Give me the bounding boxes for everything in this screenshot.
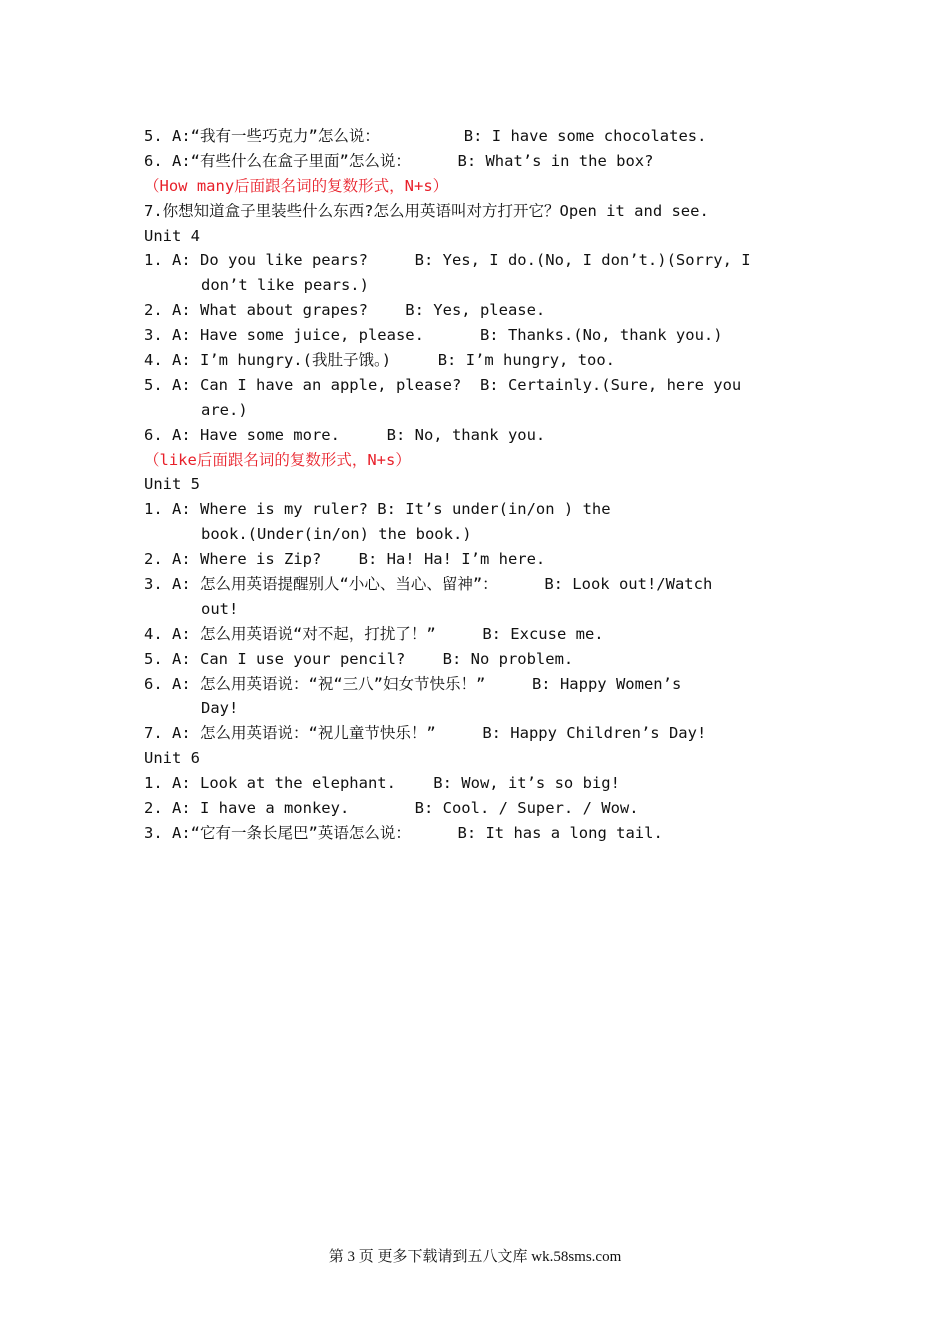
text-line: 4. A: 怎么用英语说“对不起，打扰了！” B: Excuse me. bbox=[144, 624, 604, 643]
text-line: 6. A: Have some more. B: No, thank you. bbox=[144, 425, 546, 444]
text-line-continuation: Day! bbox=[201, 699, 239, 718]
grammar-note: （like后面跟名词的复数形式，N+s） bbox=[144, 450, 411, 469]
text-line-continuation: don’t like pears.) bbox=[201, 276, 369, 295]
text-line: 2. A: Where is Zip? B: Ha! Ha! I’m here. bbox=[144, 550, 546, 569]
text-line-continuation: are.) bbox=[201, 400, 248, 419]
text-line: 6. A:“有些什么在盒子里面”怎么说： B: What’s in the box? bbox=[144, 151, 654, 170]
text-line: 1. A: Do you like pears? B: Yes, I do.(No, I don’t.)(Sorry, I bbox=[144, 251, 751, 270]
text-line: 4. A: I’m hungry.(我肚子饿。) B: I’m hungry, too. bbox=[144, 351, 616, 370]
document-body bbox=[144, 124, 814, 846]
unit-heading: Unit 6 bbox=[144, 749, 200, 768]
text-line: 5. A: Can I have an apple, please? B: Certainly.(Sure, here you bbox=[144, 375, 742, 394]
text-line: 2. A: I have a monkey. B: Cool. / Super. / Wow. bbox=[144, 799, 639, 818]
unit-heading: Unit 5 bbox=[144, 475, 200, 494]
text-line: 1. A: Where is my ruler? B: It’s under(in/on ) the bbox=[144, 500, 611, 519]
text-line: 5. A: Can I use your pencil? B: No problem. bbox=[144, 649, 574, 668]
page-footer: 第 3 页 更多下载请到五八文库 wk.58sms.com bbox=[328, 1249, 622, 1265]
grammar-note: （How many后面跟名词的复数形式，N+s） bbox=[144, 176, 449, 195]
text-line: 2. A: What about grapes? B: Yes, please. bbox=[144, 301, 546, 320]
text-line: 3. A: 怎么用英语提醒别人“小心、当心、留神”： B: Look out!/Watch bbox=[144, 575, 713, 594]
unit-heading: Unit 4 bbox=[144, 226, 200, 245]
text-line-continuation: out! bbox=[201, 599, 239, 618]
text-line: 5. A:“我有一些巧克力”怎么说： B: I have some chocolates. bbox=[144, 127, 707, 145]
text-line: 7. A: 怎么用英语说：“祝儿童节快乐！” B: Happy Children’s Day! bbox=[144, 724, 707, 743]
text-line: 3. A: Have some juice, please. B: Thanks.(No, thank you.) bbox=[144, 326, 723, 345]
text-line: 6. A: 怎么用英语说：“祝“三八”妇女节快乐！” B: Happy Women’s bbox=[144, 674, 682, 693]
text-line-continuation: book.(Under(in/on) the book.) bbox=[201, 525, 472, 544]
text-line: 7.你想知道盒子里装些什么东西?怎么用英语叫对方打开它？Open it and see. bbox=[144, 201, 709, 220]
text-line: 1. A: Look at the elephant. B: Wow, it’s so big! bbox=[144, 774, 620, 793]
text-line: 3. A:“它有一条长尾巴”英语怎么说： B: It has a long tail. bbox=[144, 823, 663, 842]
